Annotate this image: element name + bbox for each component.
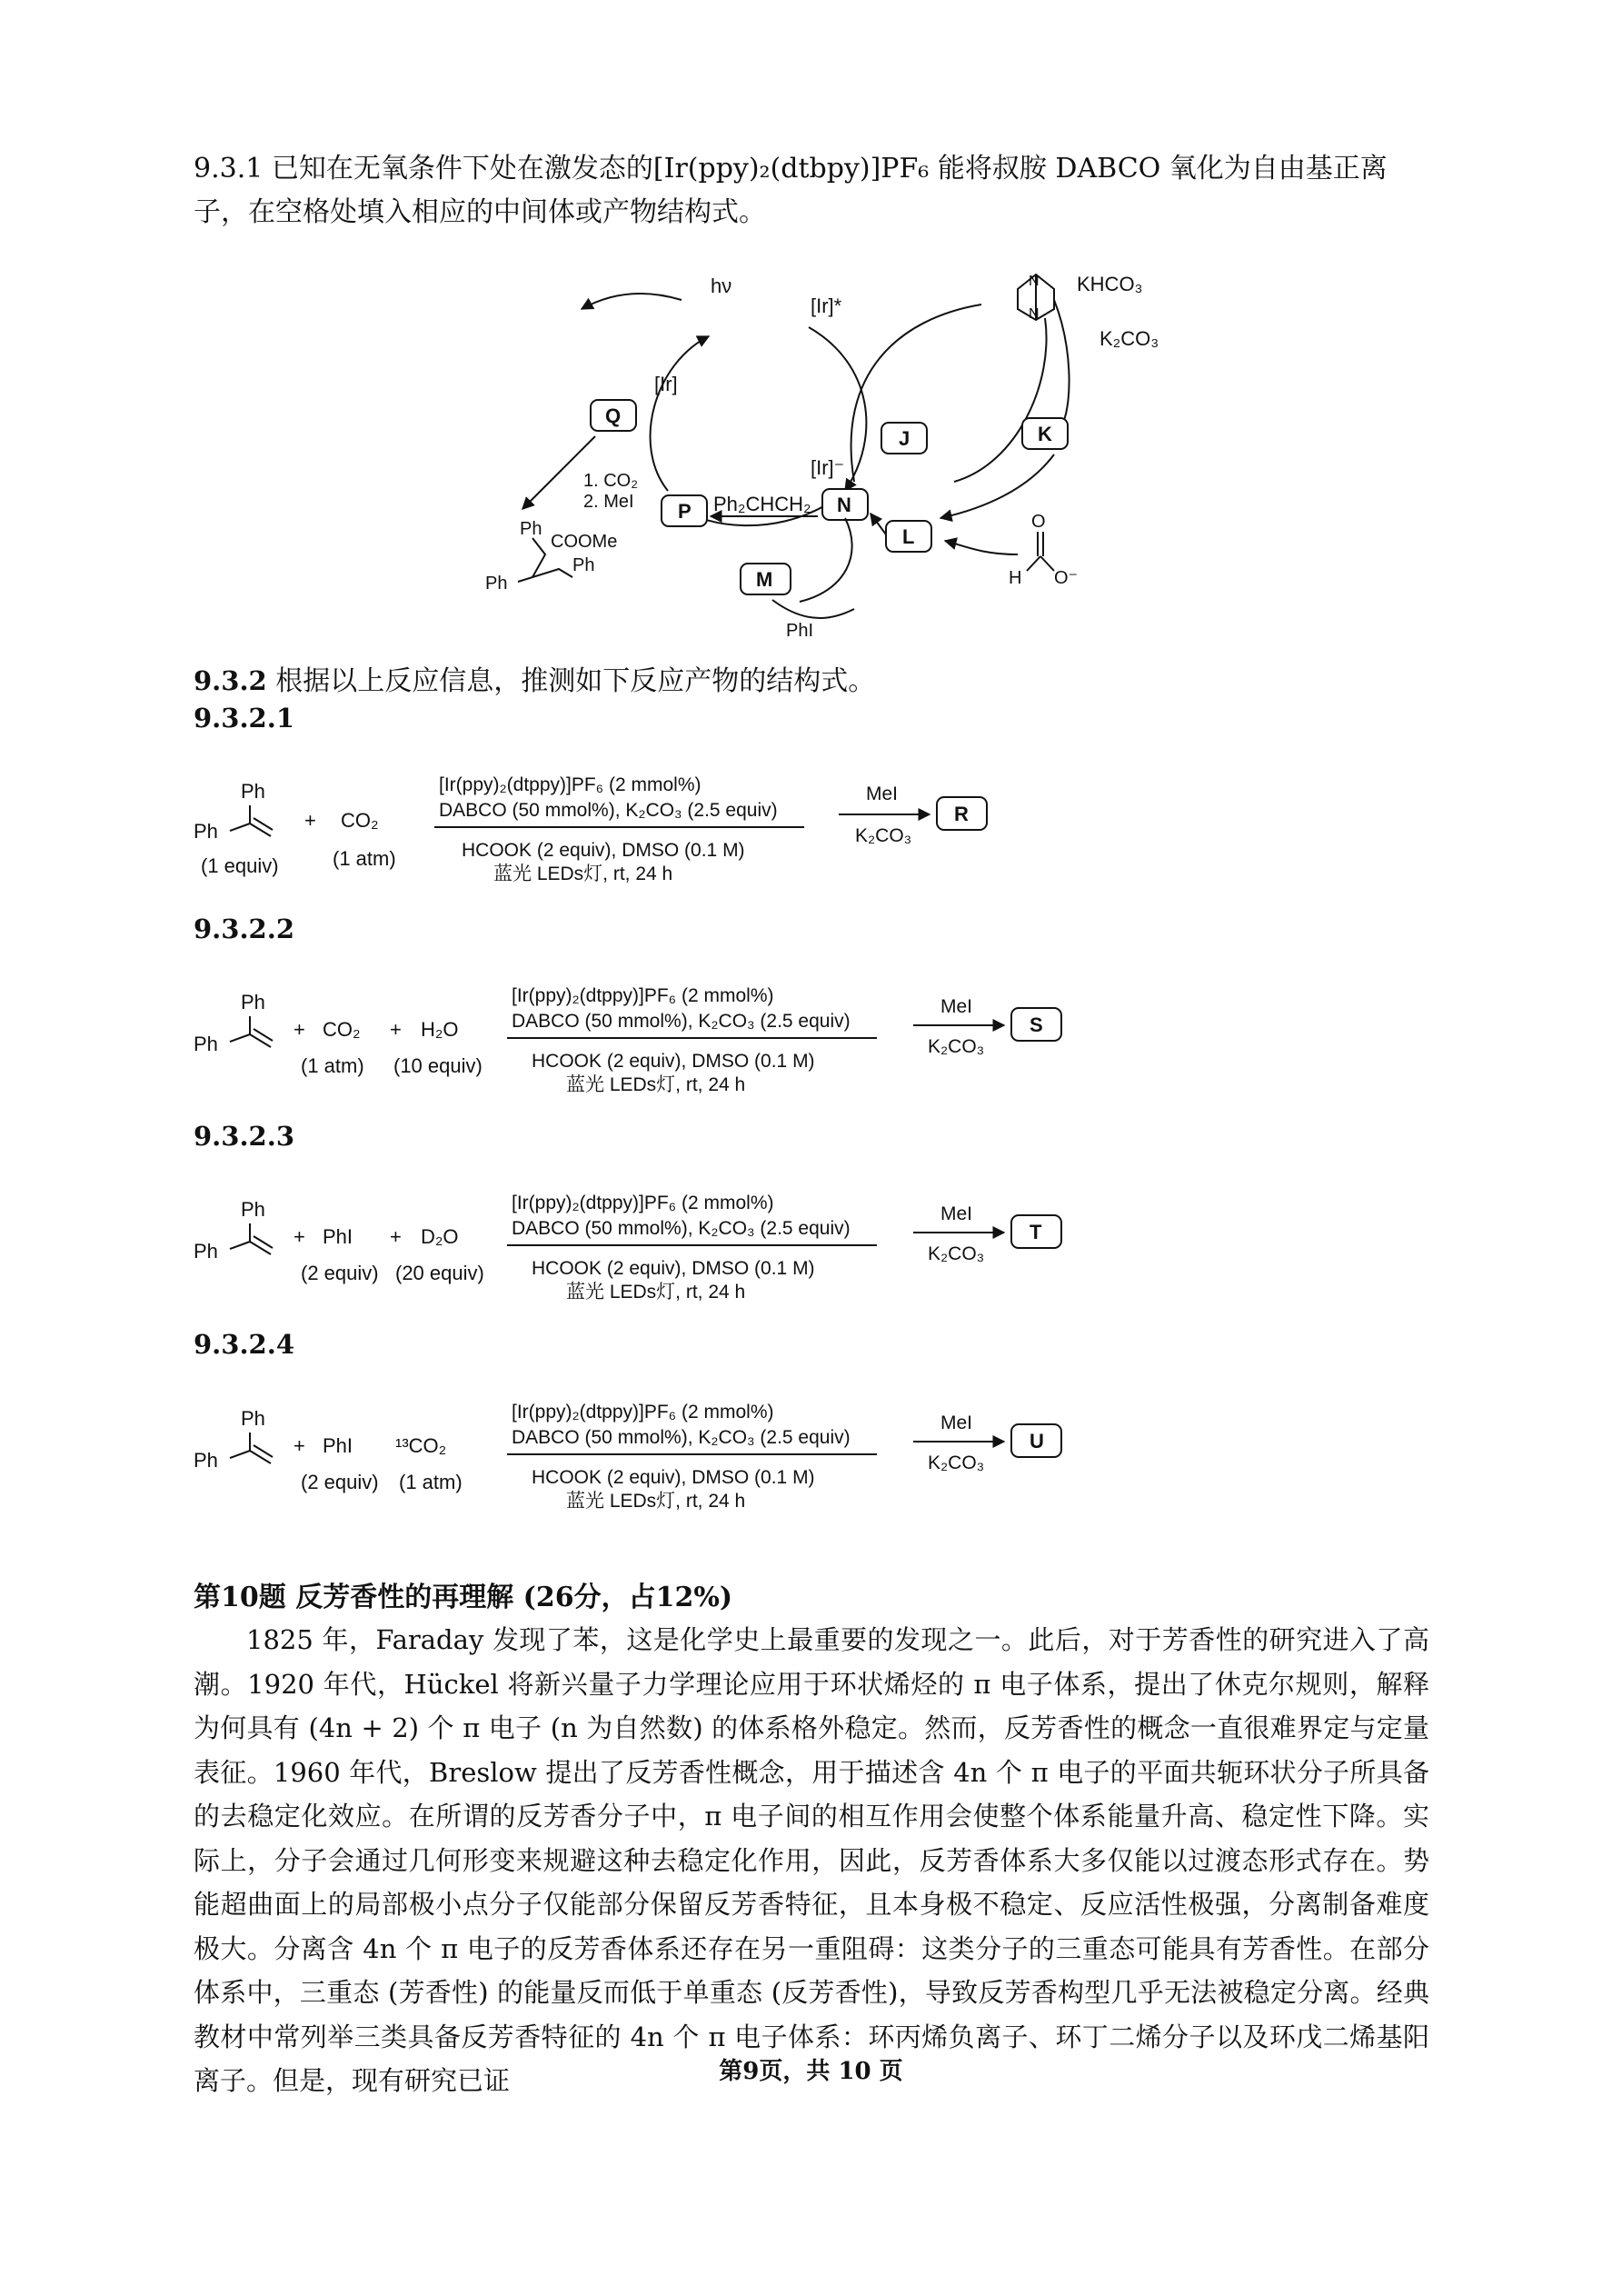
- diphenylethylene: [194, 780, 273, 843]
- page-footer: 第9页，共 10 页: [719, 2058, 903, 2085]
- box-Q: [591, 400, 636, 431]
- svg-text:HCOOK (2 equiv), DMSO (0.1 M): HCOOK (2 equiv), DMSO (0.1 M): [532, 1051, 815, 1072]
- svg-text:Ph: Ph: [194, 1449, 218, 1472]
- svg-text:COOMe: COOMe: [551, 532, 618, 552]
- svg-text:K₂CO₃: K₂CO₃: [928, 1243, 985, 1264]
- svg-text:J: J: [899, 427, 911, 450]
- svg-text:¹³CO₂: ¹³CO₂: [395, 1434, 447, 1457]
- svg-text:K₂CO₃: K₂CO₃: [855, 825, 912, 846]
- svg-text:[Ir(ppy)₂(dtppy)]PF₆ (2 mmol%): [Ir(ppy)₂(dtppy)]PF₆ (2 mmol%): [439, 774, 702, 795]
- svg-text:+: +: [294, 1434, 305, 1457]
- question-9-3-2: [194, 659, 1429, 704]
- diphenylethylene: [194, 1407, 273, 1472]
- question-text: 根据以上反应信息，推测如下反应产物的结构式。: [275, 665, 876, 697]
- question-text: 已知在无氧条件下处在激发态的[Ir(ppy)₂(dtbpy)]PF₆ 能将叔胺 DABCO 氧化为自由基正离子，在空格处填入相应的中间体或产物结构式。: [194, 153, 1388, 228]
- svg-text:HCOOK (2 equiv), DMSO (0.1 M): HCOOK (2 equiv), DMSO (0.1 M): [532, 1467, 815, 1488]
- box-U: U: [1030, 1430, 1044, 1452]
- ir-minus-label: [Ir]⁻: [811, 456, 845, 479]
- svg-text:+: +: [304, 809, 316, 832]
- svg-text:Ph: Ph: [572, 555, 595, 575]
- svg-text:(2 equiv): (2 equiv): [301, 1262, 379, 1284]
- svg-text:Ph: Ph: [520, 519, 542, 539]
- reaction-label: 9.3.2.2: [194, 913, 295, 944]
- product-structure: [485, 519, 617, 594]
- reaction-9-3-2-4: [194, 1398, 1102, 1516]
- diphenylethylene: [194, 1198, 273, 1263]
- svg-text:CO₂: CO₂: [341, 809, 379, 832]
- svg-text:N: N: [1029, 274, 1040, 289]
- svg-text:蓝光 LEDs灯, rt, 24 h: 蓝光 LEDs灯, rt, 24 h: [566, 1074, 746, 1095]
- svg-text:Ph: Ph: [241, 991, 265, 1013]
- catalytic-cycle-scheme: [473, 264, 1163, 645]
- svg-text:Ph: Ph: [241, 1198, 265, 1221]
- svg-text:HCOOK (2 equiv), DMSO (0.1 M): HCOOK (2 equiv), DMSO (0.1 M): [532, 1258, 815, 1279]
- question-9-3-1: [194, 147, 1429, 235]
- svg-text:+: +: [390, 1225, 402, 1248]
- box-L: [886, 521, 931, 552]
- svg-text:D₂O: D₂O: [421, 1225, 459, 1248]
- svg-text:蓝光 LEDs灯, rt, 24 h: 蓝光 LEDs灯, rt, 24 h: [566, 1491, 746, 1512]
- svg-text:Ph: Ph: [194, 820, 218, 843]
- step2-label: 2. MeI: [583, 492, 634, 512]
- svg-text:Ph: Ph: [194, 1240, 218, 1263]
- reaction-label: 9.3.2.3: [194, 1121, 295, 1152]
- box-N: [822, 489, 868, 520]
- svg-text:(2 equiv): (2 equiv): [301, 1471, 379, 1493]
- reaction-label: 9.3.2.1: [194, 703, 295, 734]
- hv-label: hν: [711, 275, 732, 297]
- reaction-9-3-2-1: [194, 764, 1084, 891]
- svg-text:Ph: Ph: [485, 574, 508, 594]
- svg-text:MeI: MeI: [940, 1203, 973, 1224]
- svg-text:O: O: [1031, 512, 1046, 532]
- box-P: [662, 495, 707, 526]
- box-T: T: [1030, 1221, 1042, 1243]
- svg-text:(1 atm): (1 atm): [399, 1471, 463, 1493]
- svg-text:Q: Q: [605, 404, 622, 427]
- question-10-heading: 第10题 反芳香性的再理解 (26分，占12%): [194, 1582, 733, 1613]
- svg-text:+: +: [390, 1018, 402, 1041]
- svg-text:Ph: Ph: [241, 780, 265, 803]
- svg-text:[Ir(ppy)₂(dtppy)]PF₆ (2 mmol%): [Ir(ppy)₂(dtppy)]PF₆ (2 mmol%): [512, 1193, 774, 1213]
- svg-text:H₂O: H₂O: [421, 1018, 459, 1041]
- svg-text:+: +: [294, 1225, 305, 1248]
- ir-label: [Ir]: [654, 373, 678, 395]
- svg-text:(1 atm): (1 atm): [301, 1054, 364, 1077]
- box-J: [881, 423, 927, 454]
- svg-text:(1 equiv): (1 equiv): [201, 854, 279, 877]
- svg-text:DABCO (50 mmol%), K₂CO₃ (2.5 e: DABCO (50 mmol%), K₂CO₃ (2.5 equiv): [512, 1427, 851, 1448]
- svg-text:HCOOK (2 equiv), DMSO (0.1 M): HCOOK (2 equiv), DMSO (0.1 M): [462, 840, 745, 861]
- svg-text:Ph: Ph: [241, 1407, 265, 1430]
- svg-text:蓝光 LEDs灯, rt, 24 h: 蓝光 LEDs灯, rt, 24 h: [566, 1282, 746, 1303]
- box-S: S: [1030, 1013, 1043, 1036]
- svg-text:MeI: MeI: [940, 996, 973, 1017]
- svg-text:(1 atm): (1 atm): [333, 847, 396, 870]
- svg-text:[Ir(ppy)₂(dtppy)]PF₆ (2 mmol%): [Ir(ppy)₂(dtppy)]PF₆ (2 mmol%): [512, 985, 774, 1006]
- svg-text:Ph: Ph: [194, 1033, 218, 1055]
- khco3-label: KHCO₃: [1077, 273, 1143, 295]
- dabco-structure: [1018, 274, 1054, 322]
- reaction-9-3-2-2: [194, 982, 1102, 1100]
- svg-text:(10 equiv): (10 equiv): [393, 1054, 483, 1077]
- reaction-label: 9.3.2.4: [194, 1329, 295, 1360]
- box-R: R: [954, 803, 969, 825]
- reaction-9-3-2-3: [194, 1189, 1102, 1307]
- svg-text:MeI: MeI: [940, 1413, 973, 1433]
- svg-text:M: M: [756, 568, 773, 591]
- phi-label: PhI: [786, 621, 814, 641]
- svg-text:O⁻: O⁻: [1054, 568, 1079, 588]
- svg-text:N: N: [837, 494, 851, 516]
- svg-text:CO₂: CO₂: [323, 1018, 361, 1041]
- svg-text:(20 equiv): (20 equiv): [395, 1262, 484, 1284]
- svg-text:K: K: [1038, 423, 1052, 445]
- svg-text:[Ir(ppy)₂(dtppy)]PF₆ (2 mmol%): [Ir(ppy)₂(dtppy)]PF₆ (2 mmol%): [512, 1402, 774, 1423]
- svg-text:蓝光 LEDs灯, rt, 24 h: 蓝光 LEDs灯, rt, 24 h: [493, 863, 673, 884]
- svg-text:DABCO (50 mmol%), K₂CO₃ (2.5 e: DABCO (50 mmol%), K₂CO₃ (2.5 equiv): [512, 1218, 851, 1239]
- ir-star-label: [Ir]*: [811, 294, 842, 317]
- question-label: 9.3.2: [194, 665, 267, 696]
- formate-structure: [1009, 512, 1078, 588]
- svg-text:P: P: [678, 500, 692, 523]
- svg-text:H: H: [1009, 568, 1022, 588]
- ph2chch2-label: Ph₂CHCH₂: [713, 493, 811, 515]
- svg-text:+: +: [294, 1018, 305, 1041]
- step1-label: 1. CO₂: [583, 471, 638, 491]
- svg-text:K₂CO₃: K₂CO₃: [928, 1452, 985, 1473]
- question-label: 9.3.1: [194, 153, 264, 185]
- svg-text:DABCO (50 mmol%), K₂CO₃ (2.5 e: DABCO (50 mmol%), K₂CO₃ (2.5 equiv): [512, 1011, 851, 1032]
- svg-text:L: L: [902, 525, 915, 548]
- box-M: [741, 564, 791, 594]
- svg-text:PhI: PhI: [323, 1225, 353, 1248]
- diphenylethylene: [194, 991, 273, 1055]
- k2co3-label: K₂CO₃: [1100, 327, 1159, 350]
- svg-text:MeI: MeI: [866, 784, 899, 804]
- box-K: [1022, 418, 1068, 449]
- svg-text:K₂CO₃: K₂CO₃: [928, 1036, 985, 1057]
- svg-text:N: N: [1029, 306, 1040, 322]
- svg-text:DABCO (50 mmol%), K₂CO₃ (2.5 e: DABCO (50 mmol%), K₂CO₃ (2.5 equiv): [439, 800, 778, 821]
- question-10-paragraph: 1825 年，Faraday 发现了苯，这是化学史上最重要的发现之一。此后，对于芳香性的研究进入了高潮。1920 年代，Hückel 将新兴量子力学理论应用于环状烯烃的 π 电子体系，提出了休克尔规则，解释为何具有 (4n + 2) 个 π 电子 (n 为自然数) 的体系格外稳定。然而，反芳香性的概念一直很难界定与定量表征。1960 年代，Breslow 提出了反芳香性概念，用于描述含 4n 个 π 电子的平面共轭环状分子所具备的去稳定化效应。在所谓的反芳香分子中，π 电子间的相互作用会使整个体系能量升高、稳定性下降。实际上，分子会通过几何形变来规避这种去稳定化作用，因此，反芳香体系大多仅能以过渡态形式存在。势能超曲面上的局部极小点分子仅能部分保留反芳香特征，且本身极不稳定、反应活性极强，分离制备难度极大。分离含 4n 个 π 电子的反芳香体系还存在另一重阻碍：这类分子的三重态可能具有芳香性。在部分体系中，三重态 (芳香性) 的能量反而低于单重态 (反芳香性)，导致反芳香构型几乎无法被稳定分离。经典教材中常列举三类具备反芳香特征的 4n 个 π 电子体系：环丙烯负离子、环丁二烯分子以及环戊二烯基阳离子。但是，现有研究已证: [194, 1624, 1429, 2096]
- svg-text:PhI: PhI: [323, 1434, 353, 1457]
